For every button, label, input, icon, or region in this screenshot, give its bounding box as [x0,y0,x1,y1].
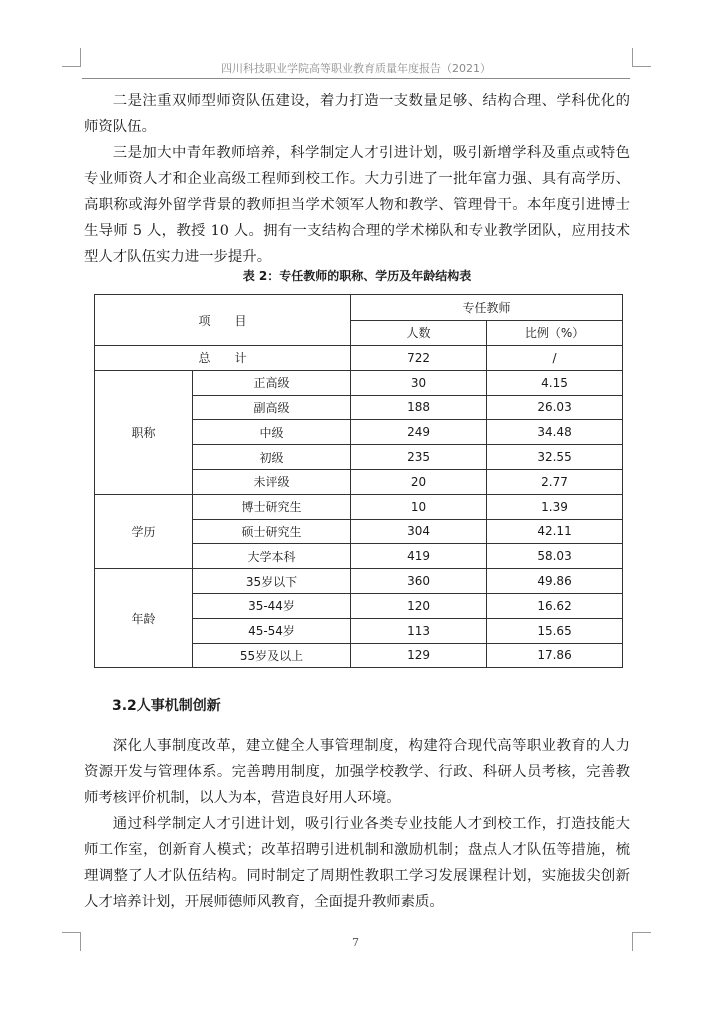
row-label-cell: 大学本科 [193,544,351,569]
total-count-cell: 722 [351,346,487,371]
total-ratio-cell: / [487,346,623,371]
row-count-cell: 120 [351,593,487,618]
table-caption: 表 2：专任教师的职称、学历及年龄结构表 [242,269,472,283]
row-count-cell: 129 [351,643,487,668]
row-label-cell: 硕士研究生 [193,519,351,544]
row-count-cell: 249 [351,420,487,445]
row-ratio-cell: 16.62 [487,593,623,618]
row-label-cell: 副高级 [193,395,351,420]
header-item-cell: 项 目 [95,295,351,346]
row-ratio-cell: 2.77 [487,469,623,494]
row-label-cell: 正高级 [193,370,351,395]
paragraph-dual-teacher: 二是注重双师型师资队伍建设，着力打造一支数量足够、结构合理、学科优化的师资队伍。 [84,93,630,135]
table-total-row [95,346,623,371]
paragraph-hr-reform: 深化人事制度改革，建立健全人事管理制度，构建符合现代高等职业教育的人力资源开发与管理体系。完善聘用制度，加强学校教学、行政、科研人员考核，完善教师考核评价机制，以人为本，营造良好用人环境。 [84,738,630,806]
row-ratio-cell: 4.15 [487,370,623,395]
row-count-cell: 360 [351,569,487,594]
paragraph-talent-recruitment: 通过科学制定人才引进计划，吸引行业各类专业技能人才到校工作，打造技能大师工作室，创新育人模式；改革招聘引进机制和激励机制；盘点人才队伍等措施，梳理调整了人才队伍结构。同时制定了周期性教职工学习发展课程计划，实施拔尖创新人才培养计划，开展师德师风教育，全面提升教师素质。 [84,816,630,910]
header-count-cell: 人数 [351,320,487,346]
header-ratio-cell: 比例（%） [487,320,623,346]
row-count-cell: 20 [351,469,487,494]
row-count-cell: 235 [351,445,487,470]
row-ratio-cell: 58.03 [487,544,623,569]
crop-mark-top-right [632,48,651,67]
paragraph-young-teacher-training: 三是加大中青年教师培养，科学制定人才引进计划，吸引新增学科及重点或特色专业师资人才和企业高级工程师到校工作。大力引进了一批年富力强、具有高学历、高职称或海外留学背景的教师担当学术领军人物和教学、管理骨干。本年度引进博士生导师 5 人，教授 10 人。拥有一支结构合理的学术梯队和专业教学团队，应用技术型人才队伍实力进一步提升。 [84,145,630,265]
row-count-cell: 113 [351,618,487,643]
row-ratio-cell: 34.48 [487,420,623,445]
table-row [95,494,623,519]
group-label-cell: 职称 [95,370,193,494]
row-count-cell: 304 [351,519,487,544]
page-number: 7 [352,936,359,949]
row-label-cell: 45-54岁 [193,618,351,643]
row-ratio-cell: 26.03 [487,395,623,420]
section-title: 3.2人事机制创新 [112,698,221,714]
group-label-cell: 学历 [95,494,193,568]
table-header-row [95,295,623,321]
row-count-cell: 10 [351,494,487,519]
row-ratio-cell: 17.86 [487,643,623,668]
row-label-cell: 55岁及以上 [193,643,351,668]
row-label-cell: 未评级 [193,469,351,494]
row-count-cell: 188 [351,395,487,420]
row-label-cell: 博士研究生 [193,494,351,519]
row-count-cell: 419 [351,544,487,569]
total-label-cell: 总 计 [95,346,351,371]
row-label-cell: 35-44岁 [193,593,351,618]
row-label-cell: 35岁以下 [193,569,351,594]
row-count-cell: 30 [351,370,487,395]
row-ratio-cell: 49.86 [487,569,623,594]
row-ratio-cell: 1.39 [487,494,623,519]
header-group-cell: 专任教师 [351,295,623,321]
table-row [95,569,623,594]
crop-mark-top-left [62,48,81,67]
row-label-cell: 中级 [193,420,351,445]
table-row [95,370,623,395]
row-ratio-cell: 42.11 [487,519,623,544]
row-label-cell: 初级 [193,445,351,470]
faculty-structure-table [94,294,623,668]
row-ratio-cell: 15.65 [487,618,623,643]
group-label-cell: 年龄 [95,569,193,668]
running-header: 四川科技职业学院高等职业教育质量年度报告（2021） [82,60,630,79]
row-ratio-cell: 32.55 [487,445,623,470]
